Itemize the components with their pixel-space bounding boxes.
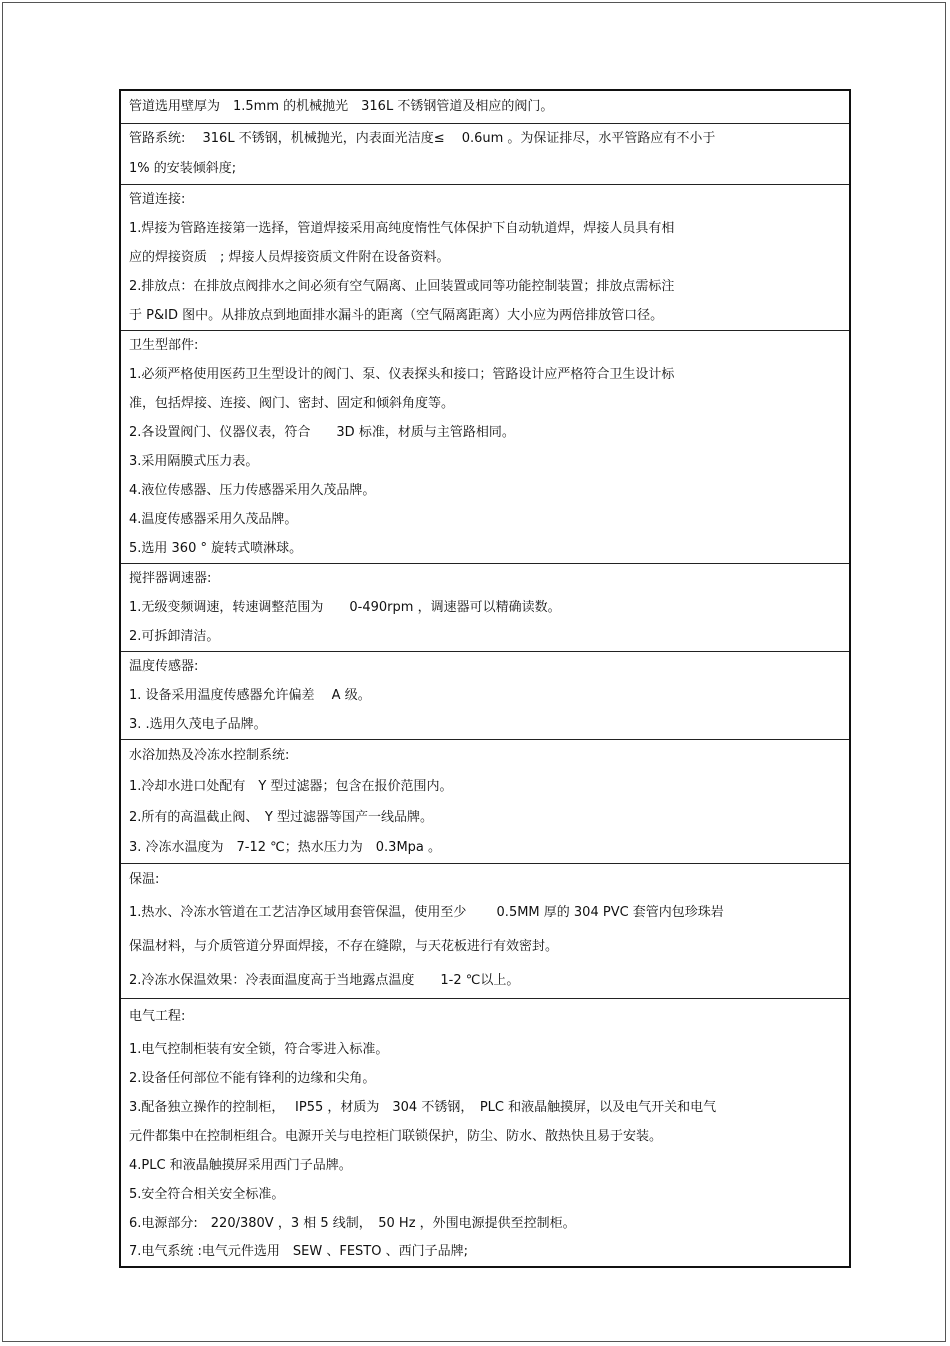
text-line: 1.必须严格使用医药卫生型设计的阀门、泵、仪表探头和接口；管路设计应严格符合卫生设计标 bbox=[129, 367, 675, 382]
section-heading: 搅拌器调速器: bbox=[129, 571, 212, 586]
section-insulation bbox=[121, 863, 849, 998]
text-line: 保温材料，与介质管道分界面焊接，不存在缝隙，与天花板进行有效密封。 bbox=[129, 939, 559, 954]
text-line: 2.冷冻水保温效果：冷表面温度高于当地露点温度 1-2 ℃以上。 bbox=[129, 973, 520, 988]
text-line: 4.温度传感器采用久茂品牌。 bbox=[129, 512, 298, 527]
text-line: 准，包括焊接、连接、阀门、密封、固定和倾斜角度等。 bbox=[129, 396, 455, 411]
text-line: 1. 设备采用温度传感器允许偏差 A 级。 bbox=[129, 688, 371, 703]
section-sanitary-parts bbox=[121, 330, 849, 563]
section-electrical bbox=[121, 998, 849, 1266]
text-line: 管道选用壁厚为 1.5mm 的机械抛光 316L 不锈钢管道及相应的阀门。 bbox=[129, 99, 554, 114]
section-pipe-system bbox=[121, 123, 849, 184]
text-line: 3. 冷冻水温度为 7-12 ℃；热水压力为 0.3Mpa 。 bbox=[129, 840, 442, 855]
text-line: 5.选用 360 ° 旋转式喷淋球。 bbox=[129, 541, 303, 556]
text-line: 2.所有的高温截止阀、 Y 型过滤器等国产一线品牌。 bbox=[129, 810, 433, 825]
text-line: 1.焊接为管路连接第一选择，管道焊接采用高纯度惰性气体保护下自动轨道焊，焊接人员具有相 bbox=[129, 221, 675, 236]
section-heading: 管道连接: bbox=[129, 192, 186, 207]
text-line: 于 P&ID 图中。从排放点到地面排水漏斗的距离（空气隔离距离）大小应为两倍排放管口径。 bbox=[129, 308, 664, 323]
text-line: 1.电气控制柜装有安全锁，符合零进入标准。 bbox=[129, 1042, 389, 1057]
text-line: 6.电源部分: 220/380V ，3 相 5 线制， 50 Hz ，外围电源提供至控制柜。 bbox=[129, 1216, 576, 1231]
text-line: 5.安全符合相关安全标准。 bbox=[129, 1187, 285, 1202]
section-pipe-material bbox=[121, 91, 849, 123]
text-line: 3.配备独立操作的控制柜， IP55 ，材质为 304 不锈钢， PLC 和液晶触摸屏，以及电气开关和电气 bbox=[129, 1100, 717, 1115]
text-line: 3.采用隔膜式压力表。 bbox=[129, 454, 259, 469]
text-line: 2.排放点：在排放点阀排水之间必须有空气隔离、止回装置或同等功能控制装置；排放点需标注 bbox=[129, 279, 675, 294]
text-line: 2.可拆卸清洁。 bbox=[129, 629, 220, 644]
text-line: 1.无级变频调速，转速调整范围为 0-490rpm ，调速器可以精确读数。 bbox=[129, 600, 561, 615]
text-line: 1% 的安装倾斜度; bbox=[129, 161, 237, 176]
section-pipe-connection bbox=[121, 184, 849, 330]
section-water-bath-control bbox=[121, 739, 849, 863]
section-heading: 温度传感器: bbox=[129, 659, 199, 674]
text-line: 4.液位传感器、压力传感器采用久茂品牌。 bbox=[129, 483, 376, 498]
text-line: 应的焊接资质 ; 焊接人员焊接资质文件附在设备资料。 bbox=[129, 250, 450, 265]
text-line: 管路系统: 316L 不锈钢，机械抛光，内表面光洁度≤ 0.6um 。为保证排尽，水平管路应有不小于 bbox=[129, 131, 716, 146]
text-line: 4.PLC 和液晶触摸屏采用西门子品牌。 bbox=[129, 1158, 352, 1173]
section-heading: 卫生型部件: bbox=[129, 338, 199, 353]
section-temperature-sensor bbox=[121, 651, 849, 739]
text-line: 7.电气系统 :电气元件选用 SEW 、FESTO 、西门子品牌; bbox=[129, 1244, 468, 1259]
text-line: 3. .选用久茂电子品牌。 bbox=[129, 717, 267, 732]
text-line: 1.热水、冷冻水管道在工艺洁净区域用套管保温，使用至少 0.5MM 厚的 304 PVC 套管内包珍珠岩 bbox=[129, 905, 724, 920]
text-line: 2.各设置阀门、仪器仪表，符合 3D 标准，材质与主管路相同。 bbox=[129, 425, 515, 440]
section-heading: 保温: bbox=[129, 872, 160, 887]
spec-table bbox=[119, 89, 851, 1268]
text-line: 1.冷却水进口处配有 Y 型过滤器；包含在报价范围内。 bbox=[129, 779, 453, 794]
section-heading: 电气工程: bbox=[129, 1009, 186, 1024]
text-line: 元件都集中在控制柜组合。电源开关与电控柜门联锁保护，防尘、防水、散热快且易于安装。 bbox=[129, 1129, 663, 1144]
text-line: 2.设备任何部位不能有锋利的边缘和尖角。 bbox=[129, 1071, 376, 1086]
section-agitator bbox=[121, 563, 849, 651]
section-heading: 水浴加热及冷冻水控制系统: bbox=[129, 748, 290, 763]
